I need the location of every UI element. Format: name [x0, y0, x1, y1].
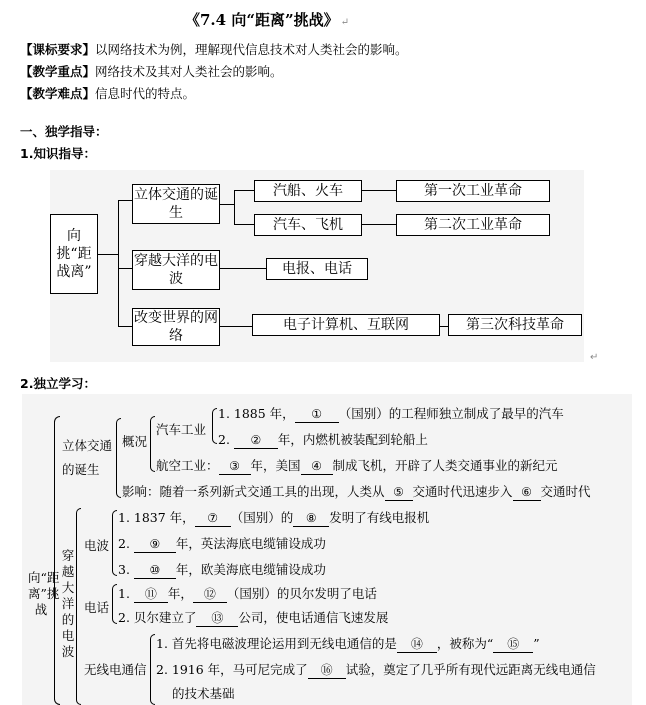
knowledge-diagram: [50, 170, 584, 362]
brace: [116, 418, 121, 498]
third-tech-revolution-node: 第三次科技革命: [448, 314, 582, 336]
requirement-line: 【课标要求】以网络技术为例，理解现代信息技术对人类社会的影响。: [20, 42, 408, 57]
car-line-1: 1. 1885 年， ① （国别）的工程师独立制成了最早的汽车: [218, 406, 564, 421]
page-title: 《7.4 向“距离”挑战》 ↵: [185, 11, 349, 29]
root-node: 向挑“距战离”: [50, 214, 98, 294]
key-point-tag: 【教学重点】: [20, 64, 96, 79]
connector: [362, 190, 396, 191]
blank-9[interactable]: ⑨: [134, 536, 176, 553]
blank-11[interactable]: ⑪: [134, 586, 168, 603]
connector: [118, 200, 119, 326]
difficulty-tag: 【教学难点】: [20, 86, 96, 101]
waves-line-1: 1. 1837 年， ⑦ （国别）的 ⑧ 发明了有线电报机: [118, 510, 430, 525]
paragraph-mark: ↵: [340, 17, 349, 28]
blank-14[interactable]: ⑭: [397, 636, 437, 653]
connector: [98, 254, 118, 255]
branch-waves: 穿越大洋的电波: [61, 548, 75, 659]
blank-2[interactable]: ②: [234, 432, 278, 449]
subheading-knowledge: 1.知识指导：: [20, 146, 96, 161]
first-industrial-revolution-node: 第一次工业革命: [396, 180, 550, 202]
overview-label: 概况: [122, 434, 148, 449]
blank-3[interactable]: ③: [219, 458, 251, 475]
blank-8[interactable]: ⑧: [293, 510, 329, 527]
paragraph-mark: ↵: [590, 352, 599, 363]
blank-13[interactable]: ⑬: [196, 610, 238, 627]
wireless-line-2: 2. 1916 年，马可尼完成了 ⑯ 试验，奠定了几乎所有现代远距离无线电通信: [156, 662, 596, 677]
blank-16[interactable]: ⑯: [308, 662, 346, 679]
blank-1[interactable]: ①: [295, 406, 339, 423]
difficulty-line: 【教学难点】信息时代的特点。: [20, 86, 196, 101]
connector: [440, 326, 448, 327]
waves-line-2: 2. ⑨ 年，英法海底电缆铺设成功: [118, 536, 326, 551]
car-plane-node: 汽车、飞机: [254, 214, 362, 236]
requirement-tag: 【课标要求】: [20, 42, 96, 57]
key-point-line: 【教学重点】网络技术及其对人类社会的影响。: [20, 64, 283, 79]
telegraph-telephone-node: 电报、电话: [266, 258, 368, 280]
study-diagram: [22, 394, 632, 705]
wireless-label: 无线电通信: [84, 662, 147, 677]
connector: [234, 224, 254, 225]
blank-12[interactable]: ⑫: [193, 586, 227, 603]
aviation-line: 航空工业： ③ 年，美国 ④ 制成飞机，开辟了人类交通事业的新纪元: [156, 458, 558, 473]
waves-label: 电波: [84, 538, 110, 553]
car-line-2: 2. ② 年，内燃机被装配到轮船上: [218, 432, 428, 447]
section-heading: 一、独学指导：: [20, 124, 108, 139]
branch-network: 改变世界的网络: [134, 310, 218, 344]
second-industrial-revolution-node: 第二次工业革命: [396, 214, 550, 236]
telephone-line-1: 1. ⑪ 年， ⑫ （国别）的贝尔发明了电话: [118, 586, 377, 601]
branch-waves: 穿越大洋的电波: [132, 250, 220, 290]
connector: [362, 224, 396, 225]
connector: [118, 268, 132, 269]
brace: [76, 508, 81, 705]
wireless-line-1: 1. 首先将电磁波理论运用到无线电通信的是 ⑭ ，被称为“ ⑮ ”: [156, 636, 540, 651]
connector: [234, 190, 235, 224]
branch-transport: 立体交通的诞生: [62, 438, 113, 477]
subheading-independent-study: 2.独立学习：: [20, 376, 96, 391]
waves-line-3: 3. ⑩ 年，欧美海底电缆铺设成功: [118, 562, 326, 577]
brace: [112, 510, 117, 576]
computer-internet-node: 电子计算机、互联网: [252, 314, 440, 336]
steamship-train-node: 汽船、火车: [254, 180, 362, 202]
impact-line: 影响：随着一系列新式交通工具的出现，人类从 ⑤ 交通时代迅速步入 ⑥ 交通时代: [122, 484, 591, 499]
telephone-label: 电话: [84, 600, 110, 615]
connector: [118, 326, 132, 327]
blank-4[interactable]: ④: [301, 458, 333, 475]
connector: [118, 200, 132, 201]
connector: [234, 190, 254, 191]
brace: [150, 634, 155, 705]
blank-7[interactable]: ⑦: [195, 510, 231, 527]
brace: [212, 408, 217, 444]
connector: [220, 326, 252, 327]
wireless-line-2-cont: 的技术基础: [172, 686, 235, 701]
telephone-line-2: 2. 贝尔建立了 ⑬ 公司，使电话通信飞速发展: [118, 610, 389, 625]
root-label: 向“距离”挑战: [28, 570, 60, 617]
blank-10[interactable]: ⑩: [134, 562, 176, 579]
branch-transport: 立体交通的诞生: [132, 184, 220, 224]
connector: [220, 204, 234, 205]
brace: [112, 584, 117, 624]
blank-6[interactable]: ⑥: [513, 484, 541, 501]
connector: [220, 268, 266, 269]
blank-5[interactable]: ⑤: [385, 484, 413, 501]
blank-15[interactable]: ⑮: [493, 636, 533, 653]
car-industry-label: 汽车工业: [156, 422, 207, 437]
brace: [150, 416, 155, 472]
